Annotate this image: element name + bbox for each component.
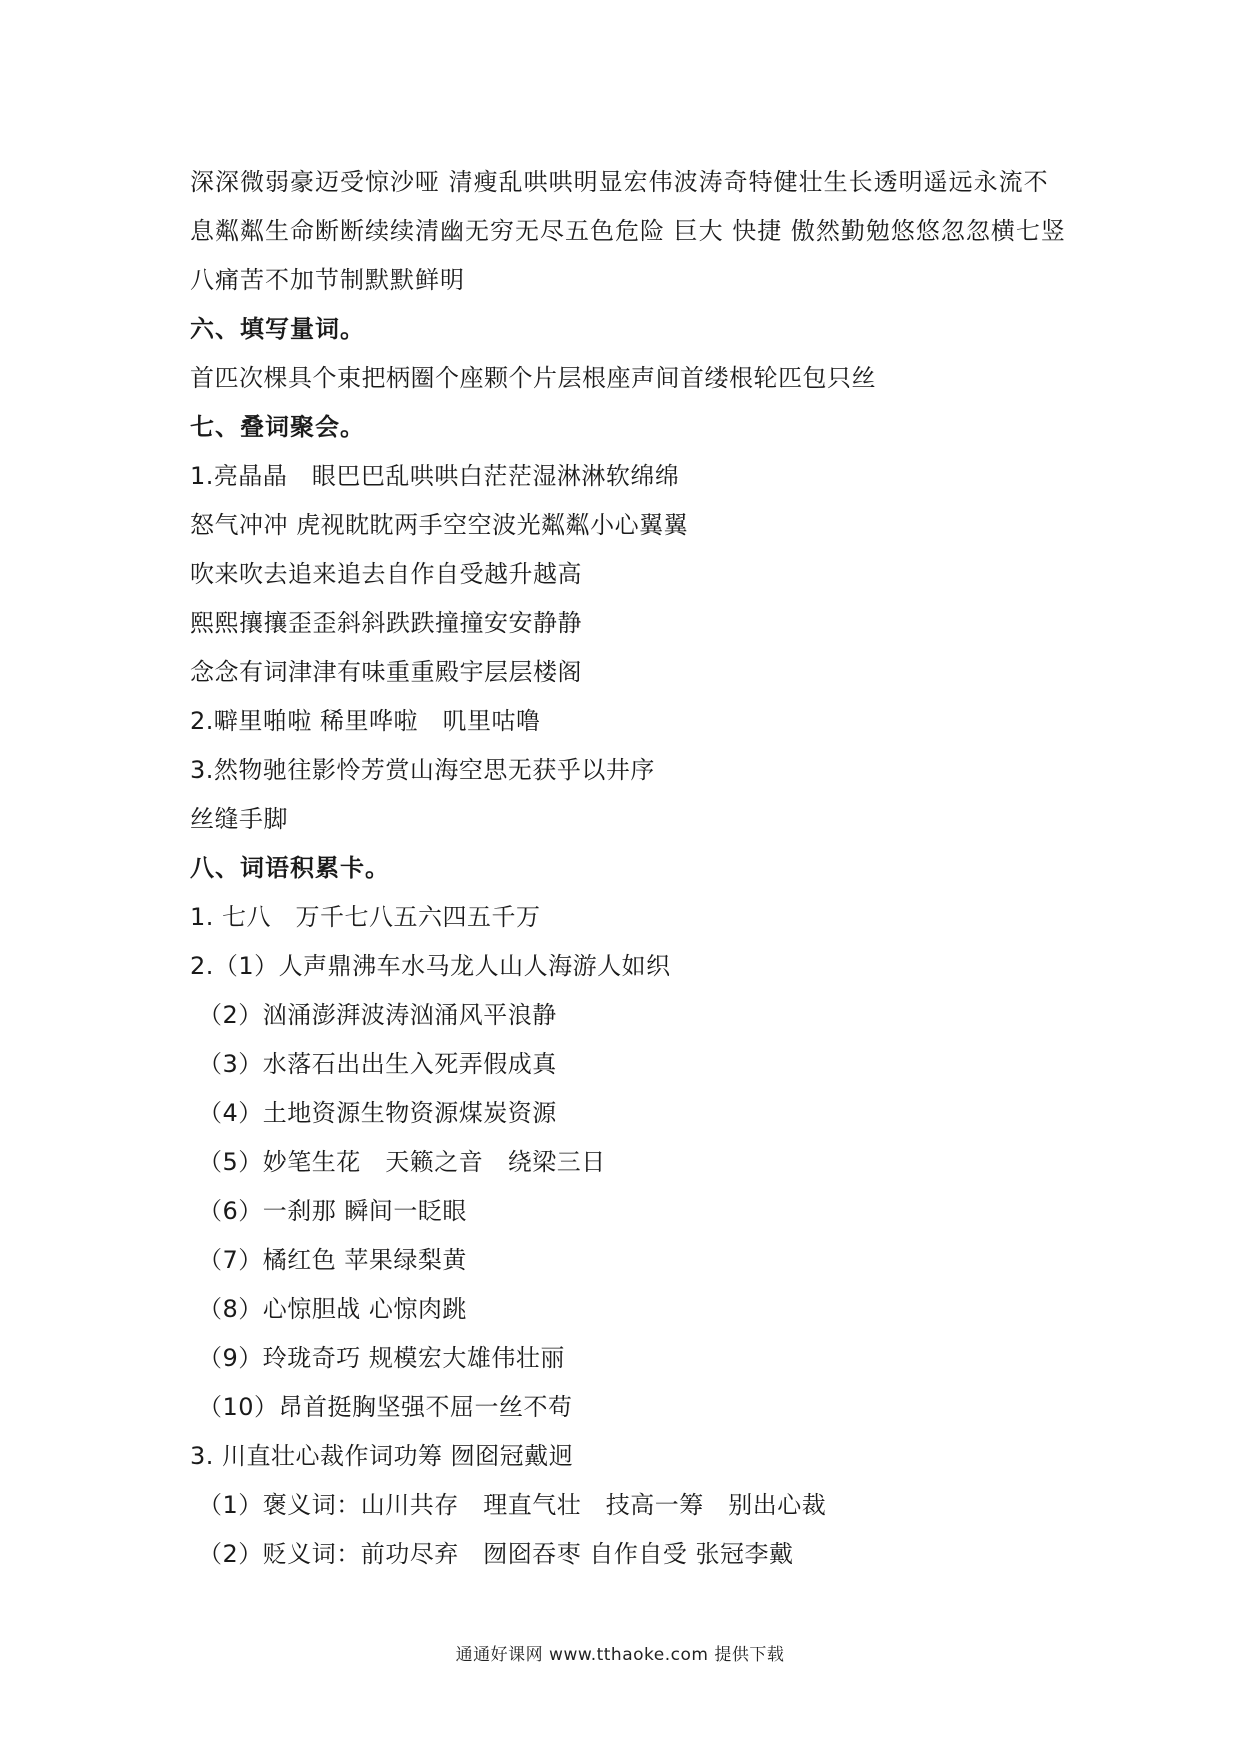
- section-7-line: 丝缝手脚: [190, 805, 288, 833]
- section-7-line: 1.亮晶晶 眼巴巴乱哄哄白茫茫湿淋淋软绵绵: [190, 462, 680, 490]
- section-8-subline: （5）妙笔生花 天籁之音 绕梁三日: [198, 1148, 606, 1176]
- document-body: [190, 158, 1070, 1579]
- section-8-line: 2.（1）人声鼎沸车水马龙人山人海游人如织: [190, 952, 671, 980]
- intro-paragraph: 深深微弱豪迈受惊沙哑 清瘦乱哄哄明显宏伟波涛奇特健壮生长透明遥远永流不息粼粼生命断断续续清幽无穷无尽五色危险 巨大 快捷 傲然勤勉悠悠忽忽横七竖八痛苦不加节制默默鲜明: [190, 168, 1066, 294]
- section-8-subline: （10）昂首挺胸坚强不屈一丝不苟: [198, 1393, 573, 1421]
- section-8-subline: （6）一刹那 瞬间一眨眼: [198, 1197, 467, 1225]
- section-8-subline: （9）玲珑奇巧 规模宏大雄伟壮丽: [198, 1344, 565, 1372]
- section-8-subline: （2）汹涌澎湃波涛汹涌风平浪静: [198, 1001, 557, 1029]
- section-8-subline: （2）贬义词：前功尽弃 囫囵吞枣 自作自受 张冠李戴: [198, 1540, 794, 1568]
- section-7-line: 怒气冲冲 虎视眈眈两手空空波光粼粼小心翼翼: [190, 511, 689, 539]
- section-7-heading: 七、叠词聚会。: [190, 413, 365, 441]
- section-8-subline: （1）褒义词：山川共存 理直气壮 技高一筹 别出心裁: [198, 1491, 827, 1519]
- section-8-subline: （7）橘红色 苹果绿梨黄: [198, 1246, 467, 1274]
- section-7-line: 2.噼里啪啦 稀里哗啦 叽里咕噜: [190, 707, 541, 735]
- section-8-line-3: 3. 川直壮心裁作词功筹 囫囵冠戴迥: [190, 1442, 574, 1470]
- section-8-subline: （3）水落石出出生入死弄假成真: [198, 1050, 557, 1078]
- footer-download-credit: 通通好课网 www.tthaoke.com 提供下载: [455, 1645, 785, 1665]
- section-7-line: 3.然物驰往影怜芳赏山海空思无获乎以井序: [190, 756, 655, 784]
- section-7-line: 念念有词津津有味重重殿宇层层楼阁: [190, 658, 582, 686]
- section-8-subline: （4）土地资源生物资源煤炭资源: [198, 1099, 557, 1127]
- section-8-line: 1. 七八 万千七八五六四五千万: [190, 903, 541, 931]
- section-6-line: 首匹次棵具个束把柄圈个座颗个片层根座声间首缕根轮匹包只丝: [190, 364, 876, 392]
- section-6-heading: 六、填写量词。: [190, 315, 365, 343]
- section-7-line: 吹来吹去追来追去自作自受越升越高: [190, 560, 582, 588]
- section-8-subline: （8）心惊胆战 心惊肉跳: [198, 1295, 467, 1323]
- section-7-line: 熙熙攘攘歪歪斜斜跌跌撞撞安安静静: [190, 609, 582, 637]
- section-8-heading: 八、词语积累卡。: [190, 854, 390, 882]
